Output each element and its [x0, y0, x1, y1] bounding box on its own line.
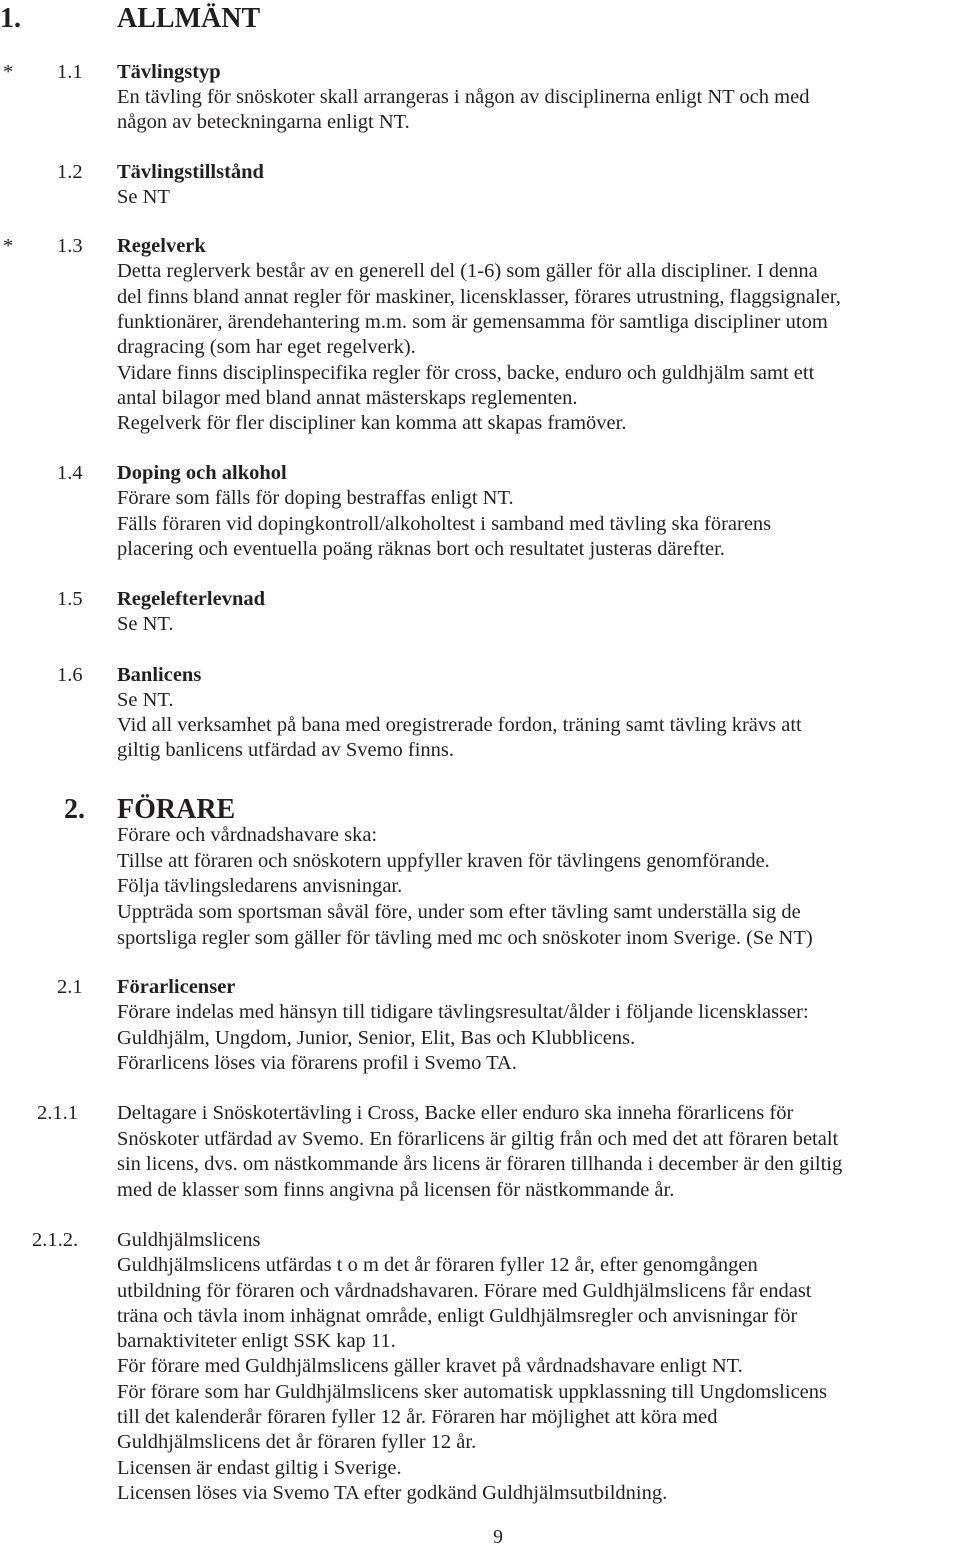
section-1-number: 1. [0, 3, 21, 34]
body-line: Guldhjälm, Ungdom, Junior, Senior, Elit, Bas och Klubblicens. [117, 1027, 636, 1049]
subsection-number: 2.1.1 [37, 1102, 78, 1124]
body-line: Följa tävlingsledarens anvisningar. [117, 875, 403, 897]
subsection-title: Förarlicenser [117, 976, 236, 998]
subsection-title: Doping och alkohol [117, 462, 287, 484]
subsection-number: 1.2 [57, 161, 83, 183]
body-line: Licensen är endast giltig i Sverige. [117, 1457, 402, 1479]
change-marker: * [3, 61, 14, 83]
body-line: Guldhjälmslicens utfärdas t o m det år föraren fyller 12 år, efter genomgången [117, 1254, 758, 1276]
subsection-number: 2.1 [57, 976, 83, 998]
subsection-number: 1.4 [57, 462, 83, 484]
body-line: Förarlicens löses via förarens profil i Svemo TA. [117, 1052, 517, 1074]
body-line: Uppträda som sportsman såväl före, under som efter tävling samt underställa sig de [117, 901, 801, 923]
subsection-title: Regelverk [117, 235, 206, 257]
body-line: placering och eventuella poäng räknas bort och resultatet justeras därefter. [117, 538, 725, 560]
body-line: med de klasser som finns angivna på licensen för nästkommande år. [117, 1179, 675, 1201]
section-2-number: 2. [64, 794, 85, 825]
body-line: Förare och vårdnadshavare ska: [117, 824, 378, 846]
body-line: En tävling för snöskoter skall arrangeras i någon av disciplinerna enligt NT och med [117, 86, 810, 108]
body-line: Regelverk för fler discipliner kan komma att skapas framöver. [117, 412, 627, 434]
body-line: Guldhjälmslicens [117, 1229, 261, 1251]
body-line: funktionärer, ärendehantering m.m. som är gemensamma för samtliga discipliner utom [117, 311, 828, 333]
subsection-number: 1.3 [57, 235, 83, 257]
body-line: träna och tävla inom inhägnat område, enligt Guldhjälmsregler och anvisningar för [117, 1305, 798, 1327]
body-line: Se NT. [117, 689, 174, 711]
subsection-number: 1.5 [57, 588, 83, 610]
subsection-title: Tävlingstillstånd [117, 161, 264, 183]
body-line: Guldhjälmslicens det år föraren fyller 12 år. [117, 1431, 477, 1453]
body-line: utbildning för föraren och vårdnadshavaren. Förare med Guldhjälmslicens får endast [117, 1280, 812, 1302]
body-line: Vid all verksamhet på bana med oregistrerade fordon, träning samt tävling krävs att [117, 714, 802, 736]
body-line: Tillse att föraren och snöskotern uppfyller kraven för tävlingens genomförande. [117, 850, 770, 872]
body-line: någon av beteckningarna enligt NT. [117, 111, 410, 133]
body-line: giltig banlicens utfärdad av Svemo finns. [117, 739, 455, 761]
subsection-number: 2.1.2. [32, 1229, 79, 1251]
body-line: del finns bland annat regler för maskiner, licensklasser, förares utrustning, flaggsignaler, [117, 286, 841, 308]
body-line: barnaktiviteter enligt SSK kap 11. [117, 1330, 396, 1352]
body-line: Se NT [117, 186, 170, 208]
body-line: Se NT. [117, 613, 174, 635]
subsection-number: 1.1 [57, 61, 83, 83]
body-line: till det kalenderår föraren fyller 12 år. Föraren har möjlighet att köra med [117, 1406, 718, 1428]
subsection-title: Regelefterlevnad [117, 588, 265, 610]
body-line: Vidare finns disciplinspecifika regler för cross, backe, enduro och guldhjälm samt ett [117, 362, 815, 384]
body-line: Detta reglerverk består av en generell del (1-6) som gäller för alla discipliner. I denna [117, 260, 818, 282]
subsection-title: Tävlingstyp [117, 61, 221, 83]
section-1-title: ALLMÄNT [117, 3, 261, 34]
body-line: Förare indelas med hänsyn till tidigare tävlingsresultat/ålder i följande licensklasser: [117, 1001, 809, 1023]
subsection-number: 1.6 [57, 664, 83, 686]
body-line: Deltagare i Snöskotertävling i Cross, Backe eller enduro ska inneha förarlicens för [117, 1102, 794, 1124]
body-line: För förare med Guldhjälmslicens gäller kravet på vårdnadshavare enligt NT. [117, 1355, 743, 1377]
body-line: Licensen löses via Svemo TA efter godkänd Guldhjälmsutbildning. [117, 1482, 668, 1504]
body-line: sin licens, dvs. om nästkommande års licens är föraren tillhanda i december är den giltig [117, 1153, 843, 1175]
change-marker: * [3, 235, 14, 257]
body-line: antal bilagor med bland annat mästerskaps reglementen. [117, 387, 578, 409]
body-line: För förare som har Guldhjälmslicens sker automatisk uppklassning till Ungdomslicens [117, 1381, 827, 1403]
body-line: dragracing (som har eget regelverk). [117, 336, 416, 358]
section-2-title: FÖRARE [117, 794, 236, 825]
subsection-title: Banlicens [117, 664, 202, 686]
body-line: Fälls föraren vid dopingkontroll/alkoholtest i samband med tävling ska förarens [117, 513, 772, 535]
page-number: 9 [493, 1526, 503, 1548]
body-line: Förare som fälls för doping bestraffas enligt NT. [117, 487, 514, 509]
body-line: Snöskoter utfärdad av Svemo. En förarlicens är giltig från och med det att föraren betalt [117, 1128, 839, 1150]
body-line: sportsliga regler som gäller för tävling med mc och snöskoter inom Sverige. (Se NT) [117, 927, 813, 949]
